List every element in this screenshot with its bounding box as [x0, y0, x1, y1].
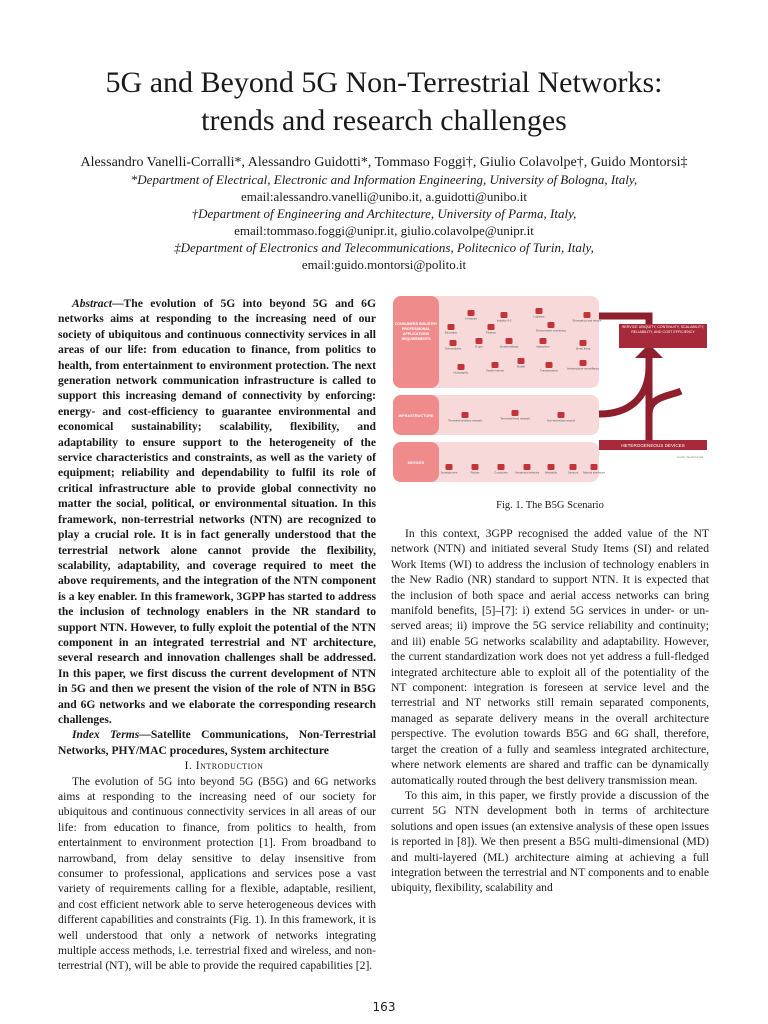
app-icon-4	[448, 324, 455, 330]
device-label-2: Computers	[494, 470, 508, 475]
email-2: email:tommaso.foggi@unipr.it, giulio.colavolpe@unipr.it	[234, 223, 534, 238]
app-icon-11	[580, 340, 587, 346]
device-label-3: Unmanned vehicles	[514, 470, 540, 475]
app-icon-2	[536, 308, 543, 314]
app-label-3: Emergency and rescue	[572, 318, 602, 323]
arrow-branch	[649, 391, 681, 414]
figure-b5g-scenario	[391, 296, 709, 486]
app-label-6: Environment monitoring	[536, 328, 566, 333]
abstract-lead: Abstract	[72, 297, 112, 310]
index-terms-lead: Index Terms	[72, 728, 140, 742]
app-icon-1	[501, 312, 508, 318]
app-icon-10	[540, 338, 547, 344]
app-icon-13	[492, 362, 499, 368]
email-1: email:alessandro.vanelli@unibo.it, a.guidotti@unibo.it	[240, 189, 528, 204]
device-label-1: Robots	[470, 470, 480, 475]
app-label-11: Smart living	[575, 346, 591, 351]
paper-title-line-1: 5G and Beyond 5G Non-Terrestrial Networks:	[105, 66, 663, 99]
affiliation-2: †Department of Engineering and Architecture, University of Parma, Italy,	[191, 206, 577, 221]
infra-label-2: Non-terrestrial network	[546, 418, 576, 423]
app-label-13: Tactile internet	[485, 368, 505, 373]
section-number: I.	[184, 759, 193, 773]
app-icon-9	[506, 338, 513, 344]
index-terms-text: —Satellite Communications, Non-Terrestrial Networks, PHY/MAC procedures, System architecture	[58, 728, 376, 757]
abstract	[58, 296, 376, 727]
section-title: Introduction	[195, 759, 264, 773]
device-icon-5	[570, 464, 577, 470]
device-icon-2	[498, 464, 505, 470]
intro-paragraph: The evolution of 5G into beyond 5G (B5G) and 6G networks aims at responding to the increasing need of our society for ubiquitous and continuous connectivity services in all areas of our life: from education to finance, from politics to health, from entertainment to environment protection [1]. From broadband to narrowband, from delay sensitive to delay insensitive from consumer to professional, applications and services pose a vast variety of requirements calling for a flexible, adaptable, resilient, and cost efficient network able to serve heterogeneous devices with different capabilities and constraints (Fig. 1). In this framework, it is well understood that only a network of networks integrating multiple access methods, i.e. terrestrial fixed and wireless, and non-terrestrial (NT), will be able to provide the required capabilities [2].	[58, 774, 376, 973]
app-label-14: Mobile	[516, 364, 526, 369]
device-label-5: Sensors	[567, 470, 579, 475]
app-label-15: Transportation	[540, 368, 558, 373]
app-icon-15	[546, 362, 553, 368]
device-icon-1	[472, 464, 479, 470]
abstract-text: —The evolution of 5G into beyond 5G and 6G networks aims at responding to the increasing need of our society of ubiquitous and continuous connectivity services in all areas of our life: from education to finance, from politics to health, from entertainment to environment protection. The next generation network communication infrastructure is called to support this increasing demand of connectivity by enforcing: energy- and cost-efficiency to guarantee environmental and economical sustainability; scalability, flexibility, and adaptability to ensure support to the heterogeneity of the service characteristics and constraints, as well as the variety of equipment; reliability and dependability to fulfil its role of critical infrastructure able to provide global connectivity no matter the social, political, or environmental situation. In this framework, non-terrestrial networks (NTN) are recognized to play a crucial role. It is in fact generally understood that the terrestrial network alone cannot provide the flexibility, scalability, adaptability, and coverage required to meet the above requirements, and the integration of the NTN component is a key enabler. In this framework, 3GPP has started to address the inclusion of technology enablers in the NR standard to support NTN. However, to fully exploit the potential of the NTN component in an integrated terrestrial and NT architecture, several research and innovation challenges shall be addressed. In this paper, we first discuss the current development of NTN in 5G and then we present the vision of the role of NTN in B5G and 6G networks and we elaborate the corresponding research challenges.	[58, 297, 376, 726]
app-label-0: AI feature	[464, 316, 478, 321]
infra-label-0: Terrestrial wireless network	[448, 418, 482, 423]
app-label-16: Infrastructure surveillance	[566, 366, 600, 371]
device-icon-3	[524, 464, 531, 470]
app-label-1: Industry 4.0	[496, 318, 512, 323]
infra-icon-0	[462, 412, 469, 418]
app-icon-6	[548, 322, 555, 328]
app-icon-5	[488, 324, 495, 330]
service-box-text-wrap	[621, 325, 705, 347]
right-paragraph-2: To this aim, in this paper, we firstly provide a discussion of the current 5G NTN development both in terms of architecture solutions and open issues (an extensive analysis of these open issues is reported in [8]). We then present a B5G multi-dimensional (MD) and multi-layered (ML) architecture aiming at achieving a full integration between the terrestrial and NT components and to enable ubiquity, flexibility, scalability and	[391, 788, 709, 895]
app-icon-8	[476, 338, 483, 344]
figure-credit: Credits: Vanelli-Corralli	[676, 456, 703, 459]
service-box-text: SERVICE UBIQUITY, CONTINUITY, SCALABILITY, RELIABILITY, AND COST EFFICIENCY	[621, 325, 704, 334]
app-label-2: Logistics	[533, 314, 545, 319]
arrow-infrastructure	[599, 366, 649, 414]
app-icon-0	[468, 310, 475, 316]
author-names: Alessandro Vanelli-Corralli*, Alessandro Guidotti*, Tommaso Foggi†, Giulio Colavolpe†, Guido Montorsi‡	[80, 155, 688, 170]
row-label-devices: DEVICES	[407, 461, 425, 465]
email-3: email:guido.montorsi@polito.it	[301, 257, 467, 272]
right-paragraph-1: In this context, 3GPP recognised the added value of the NT network (NTN) and initiated several Study Items (SI) and related Work Items (WI) to address the inclusion of technology enablers in the New Radio (NR) standard to support NTN. It is expected that the inclusion of both space and aerial access networks can bring manifold benefits, [5]–[7]: i) extend 5G services in under- or un-served areas; ii) improve the 5G service reliability and continuity; and iii) enable 5G networks scalability and adaptability. However, the current standardization work does not yet address a full-fledged integrated architecture able to exploit all of the potentiality of the NT component: integration is foreseen at service level and the terrestrial and NT networks still remain separated components, managed as separate delivery means in the overall architecture perspective. The evolution towards B5G and 6G shall, therefore, target the creation of a fully and seamless integrated architecture, where network elements are shared and traffic can be dynamically automatically routed through the best delivery transmission mean.	[391, 527, 709, 787]
paper-title-line-2: trends and research challenges	[201, 104, 567, 137]
device-icon-0	[446, 464, 453, 470]
device-label-6: Natural interfaces	[583, 470, 605, 475]
figure-caption: Fig. 1. The B5G Scenario	[496, 500, 604, 511]
app-icon-14	[518, 358, 525, 364]
device-icon-4	[548, 464, 555, 470]
row-label-applications-wrap	[394, 322, 438, 362]
app-label-5: Finance	[486, 330, 496, 335]
index-terms	[58, 727, 376, 758]
app-label-10: Agriculture	[536, 344, 550, 349]
infra-icon-2	[558, 412, 565, 418]
infra-icon-1	[512, 410, 519, 416]
device-icon-6	[591, 464, 598, 470]
affiliation-1: *Department of Electrical, Electronic and Information Engineering, University of Bologna, Italy,	[130, 172, 638, 187]
paper-title	[40, 64, 728, 140]
row-label-infrastructure: INFRASTRUCTURE	[398, 414, 434, 418]
infra-label-1: Terrestrial fixed network	[500, 416, 530, 421]
author-block	[40, 154, 728, 273]
figure-diagram	[391, 296, 709, 486]
app-label-9: Smartbuildings	[499, 344, 519, 349]
left-column	[58, 296, 376, 974]
affiliation-3: ‡Department of Electronics and Telecommunications, Politecnico of Turin, Italy,	[174, 240, 594, 255]
heterogeneous-devices-text: HETEROGENEOUS DEVICES	[621, 443, 685, 448]
page-number: 163	[372, 1000, 396, 1014]
app-label-7: Telemedicine	[444, 346, 462, 351]
app-label-8: E-gov	[475, 344, 483, 349]
app-icon-7	[450, 340, 457, 346]
app-icon-3	[584, 312, 591, 318]
right-column	[391, 526, 709, 896]
device-label-0: Smartphones	[440, 470, 458, 475]
row-label-applications: CONSUMERS INDUSTRY PROFESSIONAL APPLICATIONS REQUIREMENTS	[394, 322, 438, 341]
section-heading-introduction	[58, 758, 376, 773]
app-label-12: Holographic	[453, 370, 469, 375]
app-icon-16	[580, 360, 587, 366]
app-label-4: Education	[444, 330, 458, 335]
device-label-4: Wearable	[545, 470, 557, 475]
app-icon-12	[458, 364, 465, 370]
